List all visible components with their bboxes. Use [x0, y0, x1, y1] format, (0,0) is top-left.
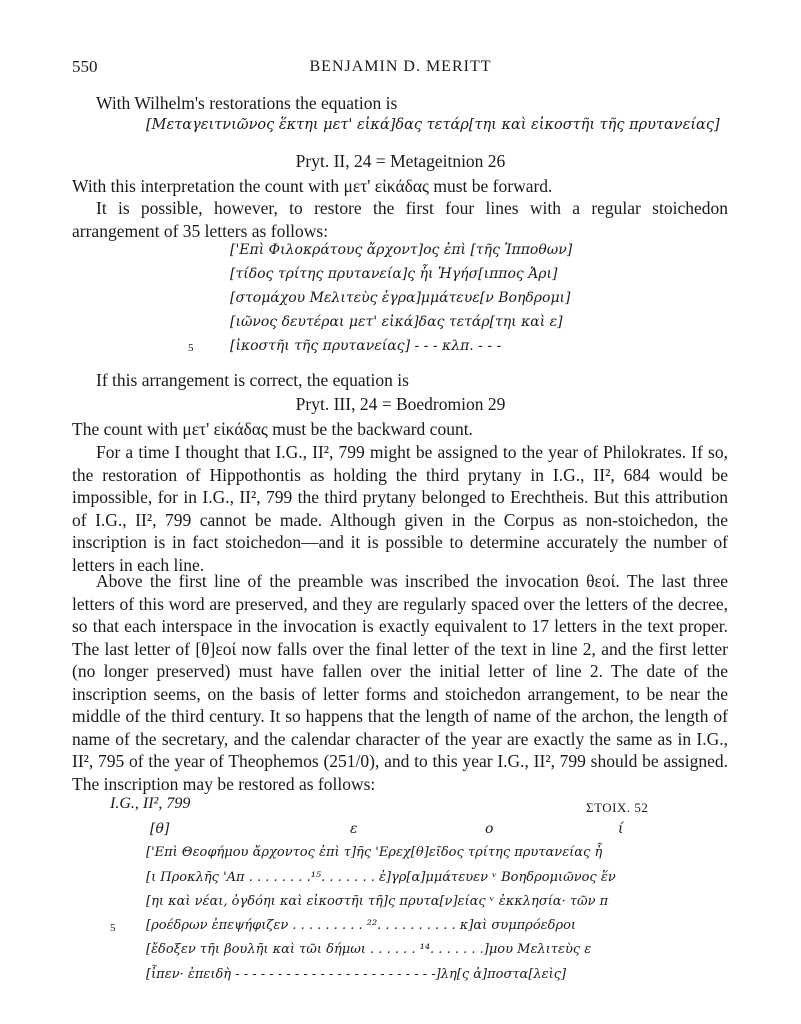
- possible-paragraph: It is possible, however, to restore the first four lines with a regular stoichedon arrangement of 35 letters as follows:: [72, 198, 728, 241]
- equation-2: Pryt. III, 24 = Boedromion 29: [295, 394, 506, 414]
- inscription-line: ['Επὶ Θεοφήμου ἄρχοντος ἐπὶ τ]ῆς 'Ερεχ[θ]εῖδος τρίτης πρυτανείας ἧ: [146, 845, 603, 860]
- invocation-letter: ο: [485, 821, 494, 837]
- block1-line: [στομάχου Μελιτεὺς ἐγρα]μμάτευε[ν Βοηδρομι]: [230, 290, 571, 306]
- block1-line: ['Επὶ Φιλοκράτους ἄρχοντ]ος ἐπὶ [τῆς Ἱπποθων]: [230, 242, 573, 258]
- inscription-reference: I.G., II², 799: [110, 795, 191, 812]
- running-title: BENJAMIN D. MERITT: [309, 58, 492, 75]
- paragraph-invocation: Above the first line of the preamble was inscribed the invocation θεοί. The last three letters of this word are preserved, and they are regularly spaced over the letters of the decree, so that each interspace in the invocation is exactly equivalent to 17 letters in the text proper. The last letter of [θ]εοί now falls over the final letter of the text in line 2, and the first letter (no longer preserved) must have fallen over the initial letter of line 2. The date of the inscription seems, on the basis of letter forms and stoichedon arrangement, to be near the middle of the third century. It so happens that the length of name of the archon, the length of name of the secretary, and the calendar character of the year are exactly the same as in I.G., II², 795 of the year of Theophemos (251/0), and to this year I.G., II², 799 should be assigned. The inscription may be restored as follows:: [72, 571, 728, 794]
- invocation-letter: [θ]: [150, 821, 170, 837]
- equation-1-greek: [Μεταγειτνιῶνος ἕκτηι μετ' εἰκά]δας τετάρ[τηι καὶ εἰκοστῆι τῆς πρυτανείας]: [146, 117, 720, 133]
- block1-line: [τίδος τρίτης πρυτανεία]ς ἧι Ἡγήσ[ιππος Ἀρι]: [230, 266, 558, 282]
- count-backward-line: The count with μετ' εἰκάδας must be the backward count.: [72, 419, 473, 439]
- page-number: 550: [72, 57, 98, 76]
- stoichedon-count: ΣΤΟΙΧ. 52: [586, 800, 649, 815]
- block1-line-number: 5: [188, 342, 194, 354]
- equation-1: Pryt. II, 24 = Metageitnion 26: [295, 151, 506, 171]
- invocation-letter: ε: [350, 821, 358, 837]
- block1-line: [ἰκοστῆι τῆς πρυτανείας] - - - κλπ. - - -: [230, 338, 502, 354]
- inscription-line: [ροέδρων ἐπεψήφιζεν . . . . . . . . . ²². . . . . . . . . . κ]αὶ συμπρόεδροι: [146, 918, 577, 933]
- count-forward-line: With this interpretation the count with μετ' εἰκάδας must be forward.: [72, 176, 553, 196]
- if-correct-line: If this arrangement is correct, the equation is: [96, 370, 409, 390]
- inscription-line: [ι Προκλῆς 'Απ . . . . . . . .¹⁵. . . . . . . ἐ]γρ[α]μμάτευεν ᵛ Βοηδρομιῶνος ἕν: [146, 870, 616, 885]
- inscription-line: [ἶπεν· ἐπειδὴ - - - - - - - - - - - - - - - - - - - - - - - -]λη[ς ἀ]ποστα[λεὶς]: [146, 967, 567, 982]
- invocation-letter: ί: [618, 821, 624, 837]
- paragraph-philokrates: For a time I thought that I.G., II², 799 might be assigned to the year of Philokrates. If so, the restoration of Hippothontis as holding the third prytany in I.G., II², 684 would be impossible, for in I.G., II², 799 the third prytany belonged to Erechtheis. But this attribution of I.G., II², 799 cannot be made. Although given in the Corpus as non-stoichedon, the inscription is in fact stoichedon—and it is possible to determine accurately the number of letters in each line.: [72, 442, 728, 575]
- inscription-line: [ηι καὶ νέαι, ὀγδόηι καὶ εἰκοστῆι τῆ]ς πρυτα[ν]είας ᵛ ἐκκλησία· τῶν π: [146, 894, 609, 909]
- inscription-line: [ἔδοξεν τῆι βουλῆι καὶ τῶι δήμωι . . . . . . ¹⁴. . . . . . .]μου Μελιτεὺς ε: [146, 942, 592, 957]
- inscription-line-number: 5: [110, 922, 116, 934]
- block1-line: [ιῶνος δευτέραι μετ' εἰκά]δας τετάρ[τηι καὶ ε]: [230, 314, 563, 330]
- stoichedon-block-1: [180, 242, 600, 362]
- intro-line: With Wilhelm's restorations the equation is: [96, 93, 398, 113]
